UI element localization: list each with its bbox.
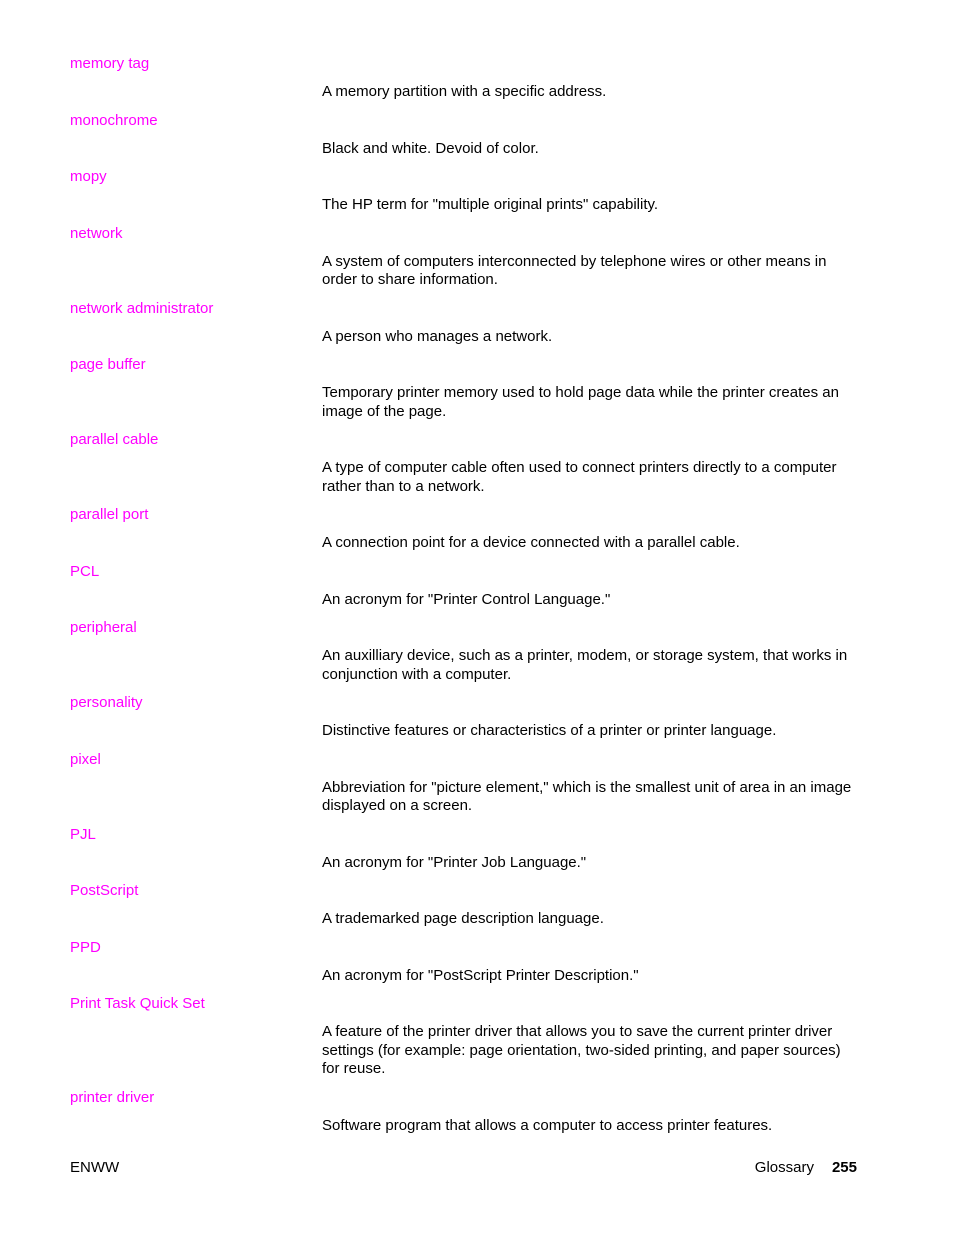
glossary-definition: Software program that allows a computer to access printer features. <box>322 1116 773 1134</box>
glossary-definition: A type of computer cable often used to connect printers directly to a computer rather than to a network. <box>322 459 837 495</box>
glossary-definition: A feature of the printer driver that allows you to save the current printer driver settings (for example: page orientation, two-sided printing, and paper sources) for reuse. <box>322 1023 841 1077</box>
glossary-term-link[interactable]: mopy <box>70 168 107 185</box>
glossary-term-link[interactable]: parallel port <box>70 506 149 523</box>
glossary-entry <box>70 167 870 224</box>
glossary-term-link[interactable]: Print Task Quick Set <box>70 995 205 1012</box>
glossary-entry <box>70 938 870 995</box>
glossary-entry <box>70 54 870 111</box>
glossary-term-link[interactable]: network administrator <box>70 299 214 317</box>
glossary-term-link[interactable]: network <box>70 224 123 242</box>
glossary-definition: Black and white. Devoid of color. <box>322 139 539 157</box>
glossary-definition: A trademarked page description language. <box>322 910 604 927</box>
glossary-term-link[interactable]: PPD <box>70 938 101 956</box>
glossary-term-link[interactable]: printer driver <box>70 1088 155 1106</box>
glossary-definition: A connection point for a device connected with a parallel cable. <box>322 534 740 551</box>
glossary-term-link[interactable]: PCL <box>70 562 100 580</box>
glossary-definition: The HP term for "multiple original prints" capability. <box>322 196 659 213</box>
glossary-term-link[interactable]: peripheral <box>70 619 137 636</box>
glossary-definition: An acronym for "Printer Control Language." <box>322 590 611 608</box>
glossary-entry <box>70 825 870 882</box>
glossary-term-link[interactable]: parallel cable <box>70 431 159 448</box>
glossary-term-link[interactable]: personality <box>70 694 143 711</box>
glossary-entry <box>70 111 870 168</box>
glossary-entry <box>70 693 870 750</box>
glossary-entry <box>70 430 870 505</box>
glossary-definition: Temporary printer memory used to hold page data while the printer creates an image of the page. <box>322 384 839 420</box>
glossary-definition: A memory partition with a specific address. <box>322 83 607 100</box>
glossary-term-link[interactable]: page buffer <box>70 356 146 373</box>
glossary-entry <box>70 299 870 356</box>
glossary-entry <box>70 750 870 825</box>
glossary-entry <box>70 881 870 938</box>
glossary-entry <box>70 1088 870 1145</box>
glossary-term-link[interactable]: PJL <box>70 825 96 843</box>
glossary-entry <box>70 224 870 299</box>
glossary-definition: A person who manages a network. <box>322 327 553 345</box>
glossary-definition: Abbreviation for "picture element," which is the smallest unit of area in an image displayed on a screen. <box>322 778 852 814</box>
footer-doc-code: ENWW <box>70 1159 120 1176</box>
glossary-term-link[interactable]: monochrome <box>70 111 158 129</box>
glossary-term-link[interactable]: PostScript <box>70 882 139 899</box>
footer-section-title: Glossary <box>754 1159 814 1176</box>
glossary-entry <box>70 994 870 1088</box>
glossary-entry <box>70 355 870 430</box>
glossary-entry <box>70 505 870 562</box>
glossary-definition: Distinctive features or characteristics of a printer or printer language. <box>322 722 777 739</box>
glossary-definition: A system of computers interconnected by telephone wires or other means in order to share information. <box>322 252 827 288</box>
glossary-term-link[interactable]: pixel <box>70 750 101 768</box>
glossary-entry <box>70 618 870 693</box>
glossary-entry <box>70 562 870 619</box>
page-number: 255 <box>831 1159 857 1176</box>
glossary-list <box>70 54 870 1144</box>
glossary-definition: An auxilliary device, such as a printer, modem, or storage system, that works in conjunction with a computer. <box>322 647 848 683</box>
footer-section-page <box>755 1158 857 1177</box>
glossary-definition: An acronym for "Printer Job Language." <box>322 853 587 871</box>
glossary-definition: An acronym for "PostScript Printer Description." <box>322 966 639 984</box>
glossary-term-link[interactable]: memory tag <box>70 55 150 72</box>
